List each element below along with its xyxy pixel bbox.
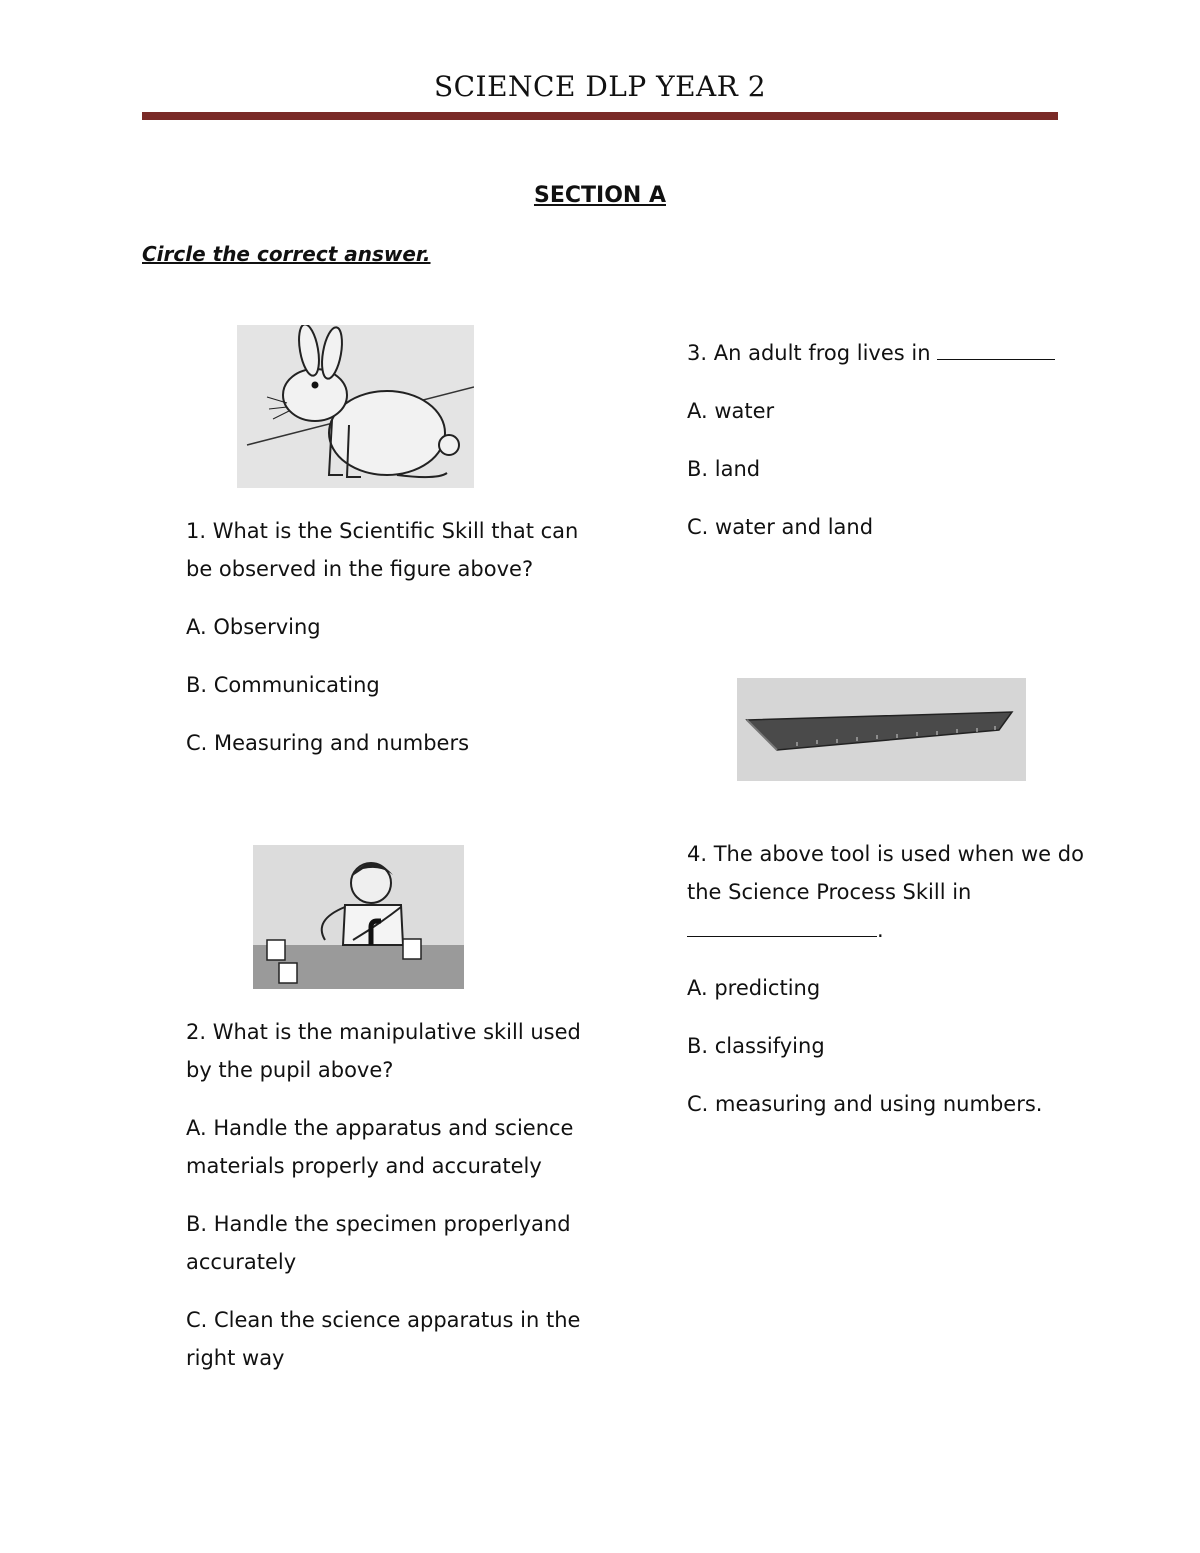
instruction-text: Circle the correct answer. (142, 242, 431, 266)
header-rule (142, 112, 1058, 120)
question-2-text: 2. What is the manipulative skill used by the pupil above? (186, 1020, 581, 1082)
question-1 (186, 512, 586, 782)
rabbit-figure (237, 325, 474, 488)
question-2-option-c[interactable]: C. Clean the science apparatus in the right way (186, 1308, 581, 1370)
question-1-option-b[interactable]: B. Communicating (186, 673, 380, 697)
question-4-option-c[interactable]: C. measuring and using numbers. (687, 1092, 1043, 1116)
ruler-icon (737, 678, 1026, 781)
pupil-washing-icon (253, 845, 464, 989)
question-3-option-c[interactable]: C. water and land (687, 515, 874, 539)
question-2-option-a[interactable]: A. Handle the apparatus and science materials properly and accurately (186, 1116, 574, 1178)
question-4-option-a[interactable]: A. predicting (687, 976, 821, 1000)
question-2 (186, 1013, 591, 1397)
ruler-figure (737, 678, 1026, 781)
question-1-option-c[interactable]: C. Measuring and numbers (186, 731, 470, 755)
answer-blank[interactable] (937, 337, 1055, 360)
question-3 (687, 334, 1087, 566)
pupil-washing-figure (253, 845, 464, 989)
question-4 (687, 835, 1087, 1143)
question-1-option-a[interactable]: A. Observing (186, 615, 321, 639)
question-3-option-a[interactable]: A. water (687, 399, 775, 423)
section-title: SECTION A (533, 183, 666, 208)
page-title: SCIENCE DLP YEAR 2 (433, 70, 767, 103)
question-3-option-b[interactable]: B. land (687, 457, 761, 481)
rabbit-icon (237, 325, 474, 488)
question-3-text: 3. An adult frog lives in (687, 334, 1087, 372)
answer-blank[interactable] (687, 914, 877, 937)
question-4-option-b[interactable]: B. classifying (687, 1034, 825, 1058)
question-2-option-b[interactable]: B. Handle the specimen properlyand accurately (186, 1212, 571, 1274)
question-4-text: 4. The above tool is used when we do the Science Process Skill in . (687, 842, 1084, 942)
question-1-text: 1. What is the Scientific Skill that can be observed in the figure above? (186, 519, 579, 581)
